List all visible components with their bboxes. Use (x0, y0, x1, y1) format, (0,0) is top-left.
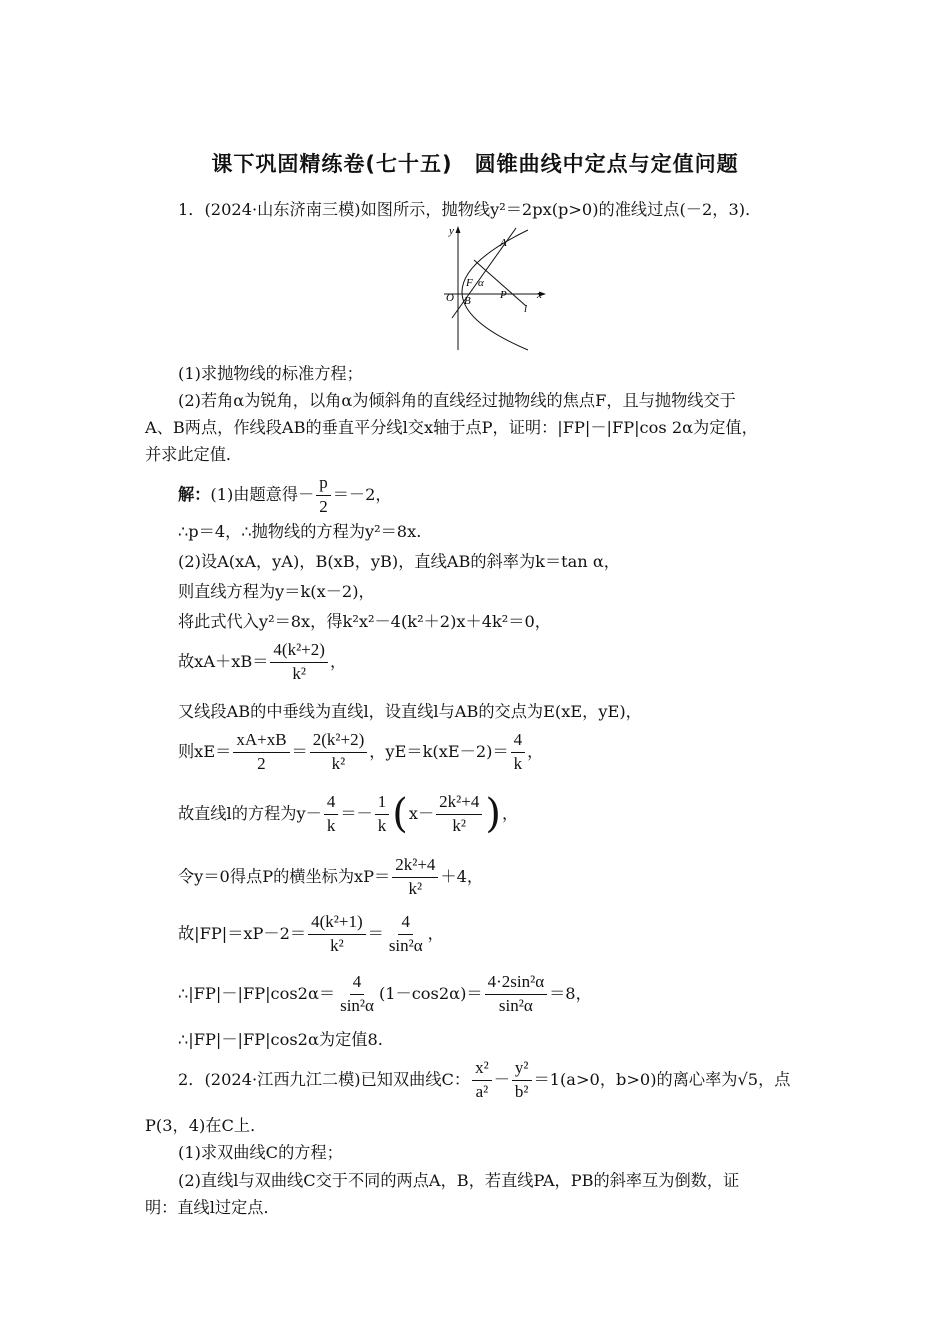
fraction-y2-b2 (512, 1059, 532, 1101)
label-x: x (537, 289, 542, 301)
fraction-line-l (436, 793, 482, 835)
fraction-numerator: x² (472, 1059, 492, 1081)
fraction-denominator: k (513, 753, 523, 773)
solution-step-8-mid: ，yE＝k(xE－2)＝ (369, 742, 509, 762)
problem-2-line-2: P(3，4)在C上． (145, 1116, 267, 1135)
fraction-numerator: 4(k²+1) (308, 913, 366, 935)
problem-2-intro (178, 1059, 790, 1101)
solution-step-9-inner: x－ (408, 804, 435, 824)
equals-sign: ＝ (367, 924, 384, 944)
problem-2-question-2-line-1: (2)直线l与双曲线C交于不同的两点A，B，若直线PA，PB的斜率互为倒数，证 (178, 1171, 740, 1190)
fraction-numerator: p (316, 474, 331, 496)
solution-step-1-tail: ＝－2， (332, 485, 392, 505)
fraction-fp-sin (386, 913, 426, 955)
fraction-denominator: b² (514, 1081, 529, 1101)
fraction-denominator: k² (408, 878, 423, 898)
solution-step-7: 又线段AB的中垂线为直线l，设直线l与AB的交点为E(xE，yE)， (178, 702, 642, 721)
fraction-numerator: 4 (511, 731, 526, 753)
solution-step-9-tail: ， (501, 804, 519, 824)
label-alpha: α (478, 277, 484, 289)
solution-step-8-tail: ， (527, 742, 544, 762)
problem-1-question-2-line-1: (2)若角α为锐角，以角α为倾斜角的直线经过抛物线的焦点F，且与抛物线交于 (178, 391, 736, 410)
problem-2-head: 2．(2024·江西九江二模)已知双曲线C： (178, 1070, 471, 1090)
problem-1-intro: 1．(2024·山东济南三模)如图所示，抛物线y²＝2px(p>0)的准线过点(－2，3)． (178, 200, 762, 219)
fraction-x2-a2 (472, 1059, 492, 1101)
label-p: P (500, 289, 507, 301)
label-l: l (524, 303, 528, 315)
solution-step-10 (178, 856, 483, 898)
solution-step-12-head: ∴|FP|－|FP|cos2α＝ (178, 984, 336, 1004)
fraction-denominator: k (326, 815, 336, 835)
fraction-numerator: 4(k²+2) (270, 641, 328, 663)
fraction-denominator: sin²α (498, 995, 533, 1015)
fraction-p-over-2 (316, 474, 331, 516)
solution-step-2: ∴p＝4，∴抛物线的方程为y²＝8x. (178, 522, 422, 541)
solution-step-4: 则直线方程为y＝k(x－2)， (178, 582, 375, 601)
equals-sign: ＝ (291, 742, 308, 762)
solution-step-6 (178, 641, 346, 683)
solution-step-9-head: 故直线l的方程为y－ (178, 804, 322, 824)
solution-step-8-head: 则xE＝ (178, 742, 232, 762)
solution-step-12 (178, 973, 592, 1015)
problem-1-question-2-line-2: A、B两点，作线段AB的垂直平分线l交x轴于点P，证明：|FP|－|FP|cos 2α为定值， (145, 418, 758, 437)
fraction-denominator: 2 (319, 496, 328, 516)
fraction-4-over-k (324, 793, 339, 835)
fraction-numerator: 4·2sin²α (485, 973, 548, 995)
fraction-numerator: y² (512, 1059, 532, 1081)
solution-step-11-tail: ， (427, 924, 444, 944)
fraction-numerator: 4 (398, 913, 413, 935)
fraction-denominator: k (377, 815, 387, 835)
fraction-denominator: k² (330, 935, 344, 955)
fraction-denominator: sin²α (388, 935, 423, 955)
label-o: O (446, 292, 454, 304)
solution-step-1 (178, 474, 392, 516)
left-paren: ( (392, 791, 408, 838)
fraction-numerator: 4 (324, 793, 339, 815)
solution-step-6-tail: ， (329, 652, 347, 672)
label-b: B (464, 295, 471, 307)
fraction-numerator: 2k²+4 (392, 856, 438, 878)
solution-step-10-head: 令y＝0得点P的横坐标为xP＝ (178, 867, 391, 887)
fraction-simplify (485, 973, 548, 1015)
solution-step-12-mid: (1－cos2α)＝ (378, 984, 483, 1004)
fraction-denominator: k² (331, 753, 346, 773)
solution-step-1-text: (1)由题意得－ (210, 485, 315, 505)
fraction-numerator: 4 (350, 973, 365, 995)
solution-label: 解： (178, 485, 211, 505)
fraction-numerator: 2k²+4 (436, 793, 482, 815)
label-a: A (500, 237, 507, 249)
y-arrow-icon (456, 226, 461, 233)
fraction-1-over-k (375, 793, 390, 835)
solution-step-12-tail: ＝8， (549, 984, 592, 1004)
fraction-fp (308, 913, 366, 955)
minus-sign: － (493, 1070, 510, 1090)
fraction-xp (392, 856, 438, 898)
solution-step-11 (178, 913, 444, 955)
problem-2-question-1: (1)求双曲线C的方程； (178, 1143, 343, 1162)
solution-step-9 (178, 791, 519, 838)
solution-conclusion: ∴|FP|－|FP|cos2α为定值8. (178, 1030, 383, 1049)
fraction-ye-value (511, 731, 526, 773)
fraction-numerator: 2(k²+2) (310, 731, 368, 753)
fraction-sum-xa-xb (270, 641, 328, 683)
parabola-figure (436, 222, 554, 356)
equals-minus: ＝－ (340, 804, 373, 824)
problem-2-question-2-line-2: 明：直线l过定点． (145, 1198, 280, 1217)
fraction-denominator: sin²α (340, 995, 374, 1015)
solution-step-8 (178, 731, 543, 773)
fraction-denominator: k² (452, 815, 467, 835)
fraction-numerator: 1 (375, 793, 390, 815)
problem-1-question-2-line-3: 并求此定值． (145, 445, 243, 464)
problem-1-question-1: (1)求抛物线的标准方程； (178, 364, 363, 383)
solution-step-5: 将此式代入y²＝8x，得k²x²－4(k²＋2)x＋4k²＝0， (178, 612, 551, 631)
solution-step-3: (2)设A(xA，yA)，B(xB，yB)，直线AB的斜率为k＝tan α， (178, 552, 620, 571)
label-f: F (466, 277, 473, 289)
right-paren: ) (485, 791, 501, 838)
fraction-numerator: xA+xB (233, 731, 289, 753)
fraction-denominator: 2 (257, 753, 266, 773)
fraction-denominator: a² (475, 1081, 489, 1101)
problem-2-tail: ＝1(a>0，b>0)的离心率为√5，点 (533, 1070, 791, 1090)
solution-step-10-tail: ＋4， (440, 867, 484, 887)
solution-step-11-head: 故|FP|＝xP－2＝ (178, 924, 307, 944)
fraction-denominator: k² (292, 663, 306, 683)
label-y: y (449, 225, 454, 237)
fraction-xe-value (310, 731, 368, 773)
fraction-xe (233, 731, 289, 773)
page-title: 课下巩固精练卷(七十五) 圆锥曲线中定点与定值问题 (211, 152, 739, 176)
solution-step-6-head: 故xA＋xB＝ (178, 652, 269, 672)
fraction-4-over-sin (337, 973, 377, 1015)
